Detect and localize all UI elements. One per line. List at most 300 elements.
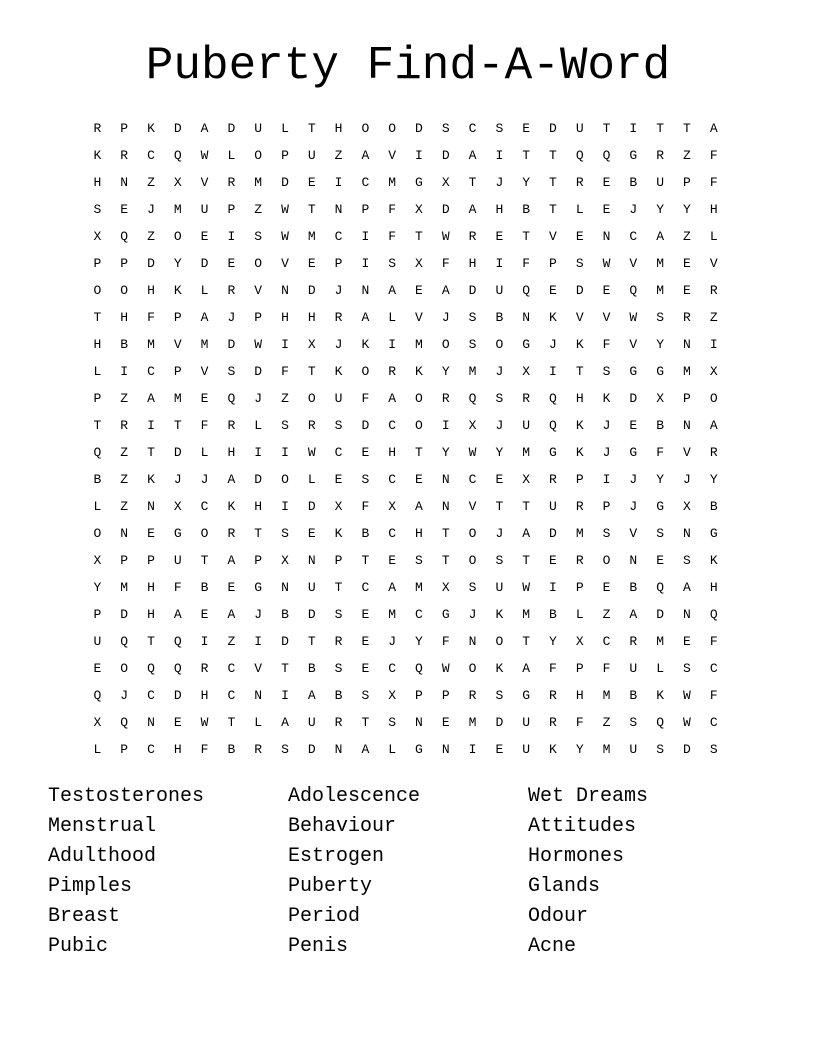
grid-letter[interactable]: R: [656, 148, 665, 163]
grid-letter[interactable]: R: [441, 391, 450, 406]
grid-letter[interactable]: E: [120, 202, 129, 217]
grid-letter[interactable]: X: [522, 472, 531, 487]
grid-letter[interactable]: Z: [120, 499, 129, 514]
grid-letter[interactable]: A: [522, 661, 531, 676]
grid-letter[interactable]: J: [468, 607, 477, 622]
grid-letter[interactable]: K: [227, 499, 236, 514]
grid-letter[interactable]: Y: [441, 445, 450, 460]
grid-letter[interactable]: T: [468, 175, 477, 190]
grid-letter[interactable]: S: [656, 310, 665, 325]
grid-letter[interactable]: E: [495, 472, 504, 487]
grid-letter[interactable]: D: [629, 391, 638, 406]
grid-letter[interactable]: E: [575, 229, 584, 244]
grid-letter[interactable]: E: [441, 715, 450, 730]
grid-letter[interactable]: P: [683, 391, 691, 406]
grid-letter[interactable]: X: [388, 499, 397, 514]
grid-letter[interactable]: B: [629, 688, 638, 703]
grid-letter[interactable]: Q: [549, 391, 557, 406]
grid-letter[interactable]: N: [683, 418, 691, 433]
grid-letter[interactable]: G: [415, 175, 423, 190]
grid-letter[interactable]: E: [602, 175, 611, 190]
grid-letter[interactable]: U: [522, 715, 531, 730]
grid-letter[interactable]: C: [709, 661, 718, 676]
grid-letter[interactable]: I: [468, 742, 477, 757]
grid-letter[interactable]: Y: [415, 634, 423, 649]
grid-letter[interactable]: E: [629, 418, 638, 433]
grid-letter[interactable]: B: [549, 607, 557, 622]
grid-letter[interactable]: W: [200, 148, 209, 163]
grid-letter[interactable]: K: [575, 418, 584, 433]
grid-letter[interactable]: T: [334, 580, 343, 595]
grid-letter[interactable]: D: [173, 121, 182, 136]
grid-letter[interactable]: C: [147, 742, 155, 757]
grid-letter[interactable]: Q: [173, 661, 182, 676]
grid-letter[interactable]: C: [388, 526, 397, 541]
grid-letter[interactable]: A: [173, 607, 182, 622]
grid-letter[interactable]: C: [361, 580, 370, 595]
grid-letter[interactable]: E: [602, 202, 611, 217]
grid-letter[interactable]: F: [709, 688, 718, 703]
grid-letter[interactable]: T: [147, 634, 155, 649]
grid-letter[interactable]: O: [361, 364, 370, 379]
grid-letter[interactable]: V: [254, 661, 263, 676]
grid-letter[interactable]: E: [227, 580, 236, 595]
grid-letter[interactable]: I: [709, 337, 718, 352]
grid-letter[interactable]: M: [388, 175, 397, 190]
grid-letter[interactable]: Q: [415, 661, 423, 676]
grid-letter[interactable]: J: [549, 337, 557, 352]
grid-letter[interactable]: H: [709, 202, 718, 217]
grid-letter[interactable]: P: [93, 256, 102, 271]
grid-letter[interactable]: J: [495, 526, 504, 541]
grid-letter[interactable]: C: [227, 661, 236, 676]
grid-letter[interactable]: C: [334, 229, 343, 244]
grid-letter[interactable]: U: [307, 148, 316, 163]
grid-letter[interactable]: P: [415, 688, 423, 703]
grid-letter[interactable]: N: [683, 526, 691, 541]
grid-letter[interactable]: T: [441, 553, 450, 568]
grid-letter[interactable]: M: [415, 337, 423, 352]
grid-letter[interactable]: N: [415, 715, 423, 730]
grid-letter[interactable]: A: [415, 499, 423, 514]
grid-letter[interactable]: R: [227, 418, 236, 433]
grid-letter[interactable]: Q: [93, 445, 102, 460]
grid-letter[interactable]: Q: [120, 229, 129, 244]
grid-letter[interactable]: L: [307, 472, 316, 487]
grid-letter[interactable]: L: [227, 148, 236, 163]
grid-letter[interactable]: X: [575, 634, 584, 649]
grid-letter[interactable]: U: [656, 175, 665, 190]
grid-letter[interactable]: S: [334, 418, 343, 433]
grid-letter[interactable]: T: [361, 553, 370, 568]
grid-letter[interactable]: Q: [522, 283, 531, 298]
grid-letter[interactable]: O: [281, 472, 289, 487]
grid-letter[interactable]: S: [495, 121, 504, 136]
grid-letter[interactable]: X: [415, 256, 423, 271]
grid-letter[interactable]: I: [147, 418, 155, 433]
grid-letter[interactable]: G: [629, 445, 638, 460]
grid-letter[interactable]: I: [388, 337, 397, 352]
grid-letter[interactable]: M: [415, 580, 423, 595]
grid-letter[interactable]: S: [388, 715, 397, 730]
grid-letter[interactable]: B: [709, 499, 718, 514]
grid-letter[interactable]: T: [415, 229, 423, 244]
grid-letter[interactable]: D: [549, 121, 557, 136]
grid-letter[interactable]: W: [281, 202, 289, 217]
grid-letter[interactable]: W: [629, 310, 638, 325]
grid-letter[interactable]: E: [307, 256, 316, 271]
grid-letter[interactable]: E: [522, 121, 531, 136]
grid-letter[interactable]: L: [93, 499, 102, 514]
grid-letter[interactable]: T: [522, 148, 531, 163]
grid-letter[interactable]: O: [361, 121, 370, 136]
grid-letter[interactable]: S: [281, 526, 289, 541]
grid-letter[interactable]: X: [281, 553, 289, 568]
grid-letter[interactable]: D: [254, 472, 263, 487]
grid-letter[interactable]: P: [173, 364, 182, 379]
grid-letter[interactable]: S: [495, 688, 504, 703]
grid-letter[interactable]: E: [200, 607, 209, 622]
grid-letter[interactable]: Q: [575, 148, 584, 163]
grid-letter[interactable]: I: [120, 364, 129, 379]
grid-letter[interactable]: Y: [173, 256, 182, 271]
grid-letter[interactable]: V: [468, 499, 477, 514]
grid-letter[interactable]: J: [120, 688, 129, 703]
grid-letter[interactable]: K: [602, 391, 611, 406]
grid-letter[interactable]: R: [227, 175, 236, 190]
grid-letter[interactable]: N: [147, 715, 155, 730]
grid-letter[interactable]: E: [334, 472, 343, 487]
grid-letter[interactable]: L: [575, 607, 584, 622]
grid-letter[interactable]: D: [441, 148, 450, 163]
grid-letter[interactable]: I: [549, 580, 557, 595]
grid-letter[interactable]: P: [575, 472, 584, 487]
grid-letter[interactable]: A: [227, 607, 236, 622]
grid-letter[interactable]: A: [281, 715, 289, 730]
grid-letter[interactable]: W: [254, 337, 263, 352]
grid-letter[interactable]: Y: [709, 472, 718, 487]
grid-letter[interactable]: V: [629, 256, 638, 271]
grid-letter[interactable]: R: [254, 742, 263, 757]
grid-letter[interactable]: G: [656, 364, 665, 379]
grid-letter[interactable]: I: [281, 688, 289, 703]
grid-letter[interactable]: J: [254, 607, 263, 622]
grid-letter[interactable]: O: [307, 391, 316, 406]
grid-letter[interactable]: Y: [441, 364, 450, 379]
grid-letter[interactable]: M: [254, 175, 263, 190]
grid-letter[interactable]: E: [361, 607, 370, 622]
grid-letter[interactable]: R: [200, 661, 209, 676]
grid-letter[interactable]: R: [575, 175, 584, 190]
grid-letter[interactable]: F: [441, 256, 450, 271]
grid-letter[interactable]: D: [227, 121, 236, 136]
grid-letter[interactable]: D: [307, 742, 316, 757]
grid-letter[interactable]: J: [629, 499, 638, 514]
grid-letter[interactable]: L: [200, 283, 209, 298]
grid-letter[interactable]: E: [361, 634, 370, 649]
grid-letter[interactable]: Y: [93, 580, 102, 595]
grid-letter[interactable]: F: [361, 499, 370, 514]
grid-letter[interactable]: A: [200, 310, 209, 325]
grid-letter[interactable]: N: [120, 175, 129, 190]
grid-letter[interactable]: S: [629, 715, 638, 730]
grid-letter[interactable]: A: [361, 148, 370, 163]
grid-letter[interactable]: P: [361, 202, 370, 217]
grid-letter[interactable]: V: [683, 445, 691, 460]
grid-letter[interactable]: C: [468, 121, 477, 136]
grid-letter[interactable]: O: [254, 148, 263, 163]
grid-letter[interactable]: S: [281, 418, 289, 433]
grid-letter[interactable]: Y: [522, 175, 531, 190]
grid-letter[interactable]: L: [200, 445, 209, 460]
grid-letter[interactable]: F: [522, 256, 531, 271]
grid-letter[interactable]: U: [307, 580, 316, 595]
grid-letter[interactable]: C: [629, 229, 638, 244]
grid-letter[interactable]: R: [629, 634, 638, 649]
grid-letter[interactable]: D: [281, 175, 289, 190]
grid-letter[interactable]: P: [441, 688, 450, 703]
grid-letter[interactable]: N: [307, 553, 316, 568]
grid-letter[interactable]: D: [307, 499, 316, 514]
grid-letter[interactable]: Z: [254, 202, 263, 217]
grid-letter[interactable]: A: [388, 391, 397, 406]
grid-letter[interactable]: E: [495, 742, 504, 757]
grid-letter[interactable]: P: [120, 742, 129, 757]
grid-letter[interactable]: T: [307, 634, 316, 649]
grid-letter[interactable]: V: [200, 175, 209, 190]
grid-letter[interactable]: A: [388, 580, 397, 595]
grid-letter[interactable]: K: [709, 553, 718, 568]
grid-letter[interactable]: A: [656, 229, 665, 244]
grid-letter[interactable]: V: [254, 283, 263, 298]
grid-letter[interactable]: U: [522, 742, 531, 757]
grid-letter[interactable]: M: [602, 688, 611, 703]
grid-letter[interactable]: I: [200, 634, 209, 649]
grid-letter[interactable]: F: [602, 337, 611, 352]
grid-letter[interactable]: I: [495, 256, 504, 271]
grid-letter[interactable]: M: [522, 445, 531, 460]
grid-letter[interactable]: K: [656, 688, 665, 703]
grid-letter[interactable]: J: [334, 337, 343, 352]
grid-letter[interactable]: X: [441, 580, 450, 595]
grid-letter[interactable]: N: [522, 310, 531, 325]
grid-letter[interactable]: A: [522, 526, 531, 541]
grid-letter[interactable]: Y: [495, 445, 504, 460]
grid-letter[interactable]: I: [441, 418, 450, 433]
grid-letter[interactable]: W: [441, 229, 450, 244]
grid-letter[interactable]: E: [307, 526, 316, 541]
grid-letter[interactable]: N: [441, 499, 450, 514]
grid-letter[interactable]: O: [120, 661, 129, 676]
grid-letter[interactable]: T: [441, 526, 450, 541]
grid-letter[interactable]: C: [227, 688, 236, 703]
grid-letter[interactable]: G: [549, 445, 557, 460]
grid-letter[interactable]: P: [575, 661, 584, 676]
grid-letter[interactable]: Z: [281, 391, 289, 406]
grid-letter[interactable]: B: [334, 688, 343, 703]
grid-letter[interactable]: T: [549, 175, 557, 190]
grid-letter[interactable]: T: [147, 445, 155, 460]
grid-letter[interactable]: P: [173, 310, 182, 325]
grid-letter[interactable]: X: [656, 391, 665, 406]
grid-letter[interactable]: K: [549, 310, 557, 325]
grid-letter[interactable]: G: [629, 364, 638, 379]
grid-letter[interactable]: A: [361, 742, 370, 757]
grid-letter[interactable]: L: [575, 202, 584, 217]
grid-letter[interactable]: Q: [656, 580, 665, 595]
grid-letter[interactable]: X: [709, 364, 718, 379]
grid-letter[interactable]: H: [93, 337, 102, 352]
grid-letter[interactable]: V: [173, 337, 182, 352]
grid-letter[interactable]: E: [200, 229, 209, 244]
grid-letter[interactable]: V: [281, 256, 289, 271]
grid-letter[interactable]: P: [227, 202, 236, 217]
grid-letter[interactable]: B: [227, 742, 236, 757]
grid-letter[interactable]: H: [388, 445, 397, 460]
grid-letter[interactable]: U: [495, 283, 504, 298]
grid-letter[interactable]: C: [388, 661, 397, 676]
grid-letter[interactable]: S: [361, 688, 370, 703]
grid-letter[interactable]: I: [495, 148, 504, 163]
grid-letter[interactable]: K: [334, 526, 343, 541]
grid-letter[interactable]: P: [120, 256, 129, 271]
grid-letter[interactable]: U: [334, 391, 343, 406]
grid-letter[interactable]: O: [709, 391, 718, 406]
grid-letter[interactable]: E: [361, 661, 370, 676]
grid-letter[interactable]: H: [200, 688, 209, 703]
grid-letter[interactable]: Q: [173, 148, 182, 163]
grid-letter[interactable]: S: [334, 661, 343, 676]
grid-letter[interactable]: F: [200, 418, 209, 433]
grid-letter[interactable]: G: [173, 526, 182, 541]
grid-letter[interactable]: Y: [575, 742, 584, 757]
grid-letter[interactable]: H: [495, 202, 504, 217]
grid-letter[interactable]: T: [173, 418, 182, 433]
grid-letter[interactable]: K: [575, 445, 584, 460]
grid-letter[interactable]: H: [334, 121, 343, 136]
grid-letter[interactable]: B: [281, 607, 289, 622]
grid-letter[interactable]: V: [388, 148, 397, 163]
grid-letter[interactable]: A: [147, 391, 155, 406]
grid-letter[interactable]: S: [415, 553, 423, 568]
grid-letter[interactable]: X: [173, 499, 182, 514]
grid-letter[interactable]: J: [495, 175, 504, 190]
grid-letter[interactable]: E: [549, 553, 557, 568]
grid-letter[interactable]: C: [334, 445, 343, 460]
grid-letter[interactable]: N: [120, 526, 129, 541]
grid-letter[interactable]: V: [549, 229, 557, 244]
grid-letter[interactable]: G: [441, 607, 450, 622]
grid-letter[interactable]: G: [709, 526, 718, 541]
grid-letter[interactable]: O: [441, 337, 450, 352]
grid-letter[interactable]: D: [361, 418, 370, 433]
grid-letter[interactable]: J: [227, 310, 236, 325]
grid-letter[interactable]: Q: [120, 715, 129, 730]
grid-letter[interactable]: E: [656, 553, 665, 568]
grid-letter[interactable]: D: [147, 256, 155, 271]
grid-letter[interactable]: S: [468, 310, 477, 325]
grid-letter[interactable]: W: [281, 229, 289, 244]
grid-letter[interactable]: P: [120, 121, 129, 136]
grid-letter[interactable]: P: [334, 256, 343, 271]
grid-letter[interactable]: O: [254, 256, 263, 271]
grid-letter[interactable]: T: [361, 715, 370, 730]
grid-letter[interactable]: U: [495, 580, 504, 595]
grid-letter[interactable]: T: [602, 121, 611, 136]
grid-letter[interactable]: P: [120, 553, 129, 568]
grid-letter[interactable]: D: [415, 121, 423, 136]
grid-letter[interactable]: S: [468, 337, 477, 352]
grid-letter[interactable]: S: [656, 742, 665, 757]
grid-letter[interactable]: I: [629, 121, 638, 136]
grid-letter[interactable]: C: [200, 499, 209, 514]
grid-letter[interactable]: F: [575, 715, 584, 730]
grid-letter[interactable]: K: [361, 337, 370, 352]
grid-letter[interactable]: S: [334, 607, 343, 622]
grid-letter[interactable]: E: [549, 283, 557, 298]
grid-letter[interactable]: U: [254, 121, 263, 136]
grid-letter[interactable]: F: [441, 634, 450, 649]
grid-letter[interactable]: H: [575, 391, 584, 406]
grid-letter[interactable]: G: [522, 688, 531, 703]
grid-letter[interactable]: I: [549, 364, 557, 379]
grid-letter[interactable]: N: [683, 337, 691, 352]
grid-letter[interactable]: W: [307, 445, 316, 460]
grid-letter[interactable]: N: [629, 553, 638, 568]
grid-letter[interactable]: H: [575, 688, 584, 703]
grid-letter[interactable]: D: [656, 607, 665, 622]
grid-letter[interactable]: R: [334, 310, 343, 325]
grid-letter[interactable]: P: [549, 256, 557, 271]
grid-letter[interactable]: O: [120, 283, 129, 298]
grid-letter[interactable]: H: [147, 283, 155, 298]
grid-letter[interactable]: Z: [120, 391, 129, 406]
grid-letter[interactable]: H: [120, 310, 129, 325]
grid-letter[interactable]: S: [709, 742, 718, 757]
grid-letter[interactable]: F: [549, 661, 557, 676]
grid-letter[interactable]: K: [495, 607, 504, 622]
grid-letter[interactable]: O: [93, 526, 102, 541]
grid-letter[interactable]: T: [656, 121, 665, 136]
grid-letter[interactable]: H: [415, 526, 423, 541]
grid-letter[interactable]: Q: [468, 391, 477, 406]
grid-letter[interactable]: D: [683, 742, 691, 757]
grid-letter[interactable]: T: [307, 202, 316, 217]
grid-letter[interactable]: J: [441, 310, 450, 325]
grid-letter[interactable]: B: [120, 337, 129, 352]
grid-letter[interactable]: E: [227, 256, 236, 271]
grid-letter[interactable]: A: [468, 202, 477, 217]
grid-letter[interactable]: R: [93, 121, 102, 136]
grid-letter[interactable]: L: [281, 121, 289, 136]
grid-letter[interactable]: D: [549, 526, 557, 541]
grid-letter[interactable]: R: [549, 472, 557, 487]
grid-letter[interactable]: I: [281, 499, 289, 514]
grid-letter[interactable]: R: [388, 364, 397, 379]
grid-letter[interactable]: D: [281, 634, 289, 649]
grid-letter[interactable]: N: [254, 688, 263, 703]
grid-letter[interactable]: D: [200, 256, 209, 271]
grid-letter[interactable]: N: [441, 472, 450, 487]
grid-letter[interactable]: A: [361, 310, 370, 325]
grid-letter[interactable]: M: [656, 634, 665, 649]
grid-letter[interactable]: E: [415, 283, 423, 298]
grid-letter[interactable]: R: [709, 445, 718, 460]
grid-letter[interactable]: P: [254, 310, 263, 325]
grid-letter[interactable]: R: [522, 391, 531, 406]
grid-letter[interactable]: J: [602, 445, 611, 460]
grid-letter[interactable]: U: [629, 661, 638, 676]
